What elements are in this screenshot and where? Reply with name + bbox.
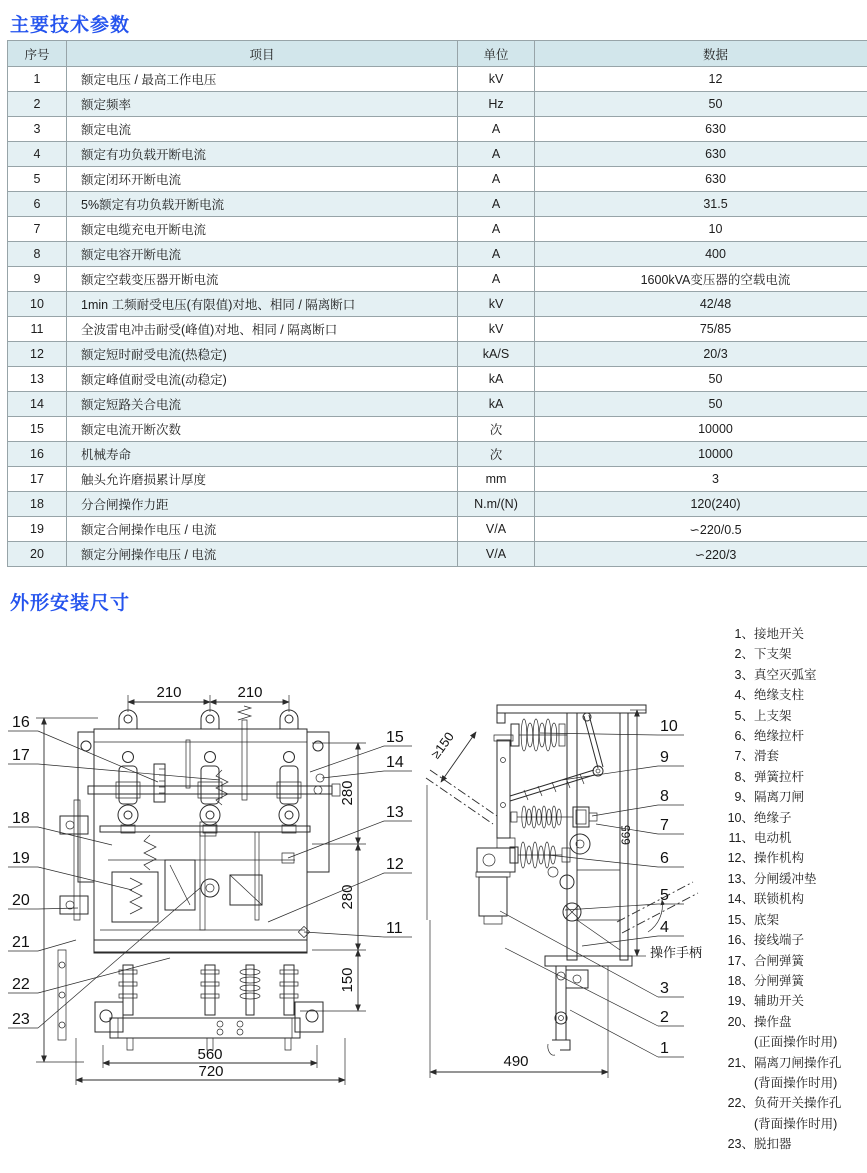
table-cell: 3 [535,467,867,492]
table-cell: 50 [535,92,867,117]
table-row [8,367,867,392]
table-row [8,317,867,342]
table-cell: 额定电流 [67,117,458,142]
table-cell: 19 [8,517,67,542]
legend-item: 23、 脱扣器 [727,1137,792,1152]
legend-item: 11、 电动机 [728,831,792,846]
col-header-data: 数据 [535,41,867,67]
table-row [8,467,867,492]
table-header-row [8,41,867,67]
table-row [8,192,867,217]
legend-list [724,624,866,1155]
table-cell: 额定短路关合电流 [67,392,458,417]
callout-3: 3 [660,980,669,997]
dim-280-upper: 280 [339,780,356,806]
legend-item: 16、 接线端子 [727,933,805,948]
table-row [8,442,867,467]
legend-item: 20、 操作盘 [727,1014,792,1029]
callout-10: 10 [660,718,678,735]
legend-item: 9、 隔离刀闸 [734,790,805,805]
table-cell: V/A [458,542,535,567]
table-cell: 14 [8,392,67,417]
dim-280-lower: 280 [339,884,356,910]
dim-min150-text: ≥150 [427,729,457,762]
callout-6: 6 [660,850,669,867]
side-view [426,705,702,1078]
table-row [8,492,867,517]
table-cell: 20 [8,542,67,567]
table-cell: ∽220/0.5 [535,517,867,542]
base-insulators [119,965,298,1015]
table-cell: 18 [8,492,67,517]
table-cell: 8 [8,242,67,267]
insulator-lower [510,842,570,868]
table-cell: 4 [8,142,67,167]
legend-item-note: (背面操作时用) [754,1075,838,1090]
table-cell: A [458,117,535,142]
callout-13: 13 [386,804,404,821]
front-view [8,684,412,1085]
outline-drawing [0,620,724,1173]
table-cell: 17 [8,467,67,492]
table-cell: 额定电容开断电流 [67,242,458,267]
table-row [8,342,867,367]
table-cell: A [458,192,535,217]
legend-item: 17、 合闸弹簧 [727,953,805,968]
table-cell: mm [458,467,535,492]
motor [476,872,510,924]
pole-columns [118,766,299,833]
table-row [8,167,867,192]
table-cell: 额定闭环开断电流 [67,167,458,192]
terminal-block [154,764,165,802]
table-cell: 12 [535,67,867,92]
table-cell: A [458,142,535,167]
legend-item-note: (正面操作时用) [754,1035,838,1050]
dim-bottom [76,1038,345,1085]
legend-item: 1、 接地开关 [734,627,805,641]
table-header [8,41,867,67]
table-cell: 11 [8,317,67,342]
table-row [8,392,867,417]
table-cell: kA/S [458,342,535,367]
table-cell: 分合闸操作力距 [67,492,458,517]
table-cell: 16 [8,442,67,467]
table-cell: 额定电流开断次数 [67,417,458,442]
dim-150: 150 [339,967,356,993]
table-row [8,92,867,117]
table-cell: 额定频率 [67,92,458,117]
table-cell: kA [458,392,535,417]
table-row [8,242,867,267]
table-row [8,267,867,292]
table-cell: kV [458,317,535,342]
table-row [8,142,867,167]
legend-item: 6、 绝缘拉杆 [734,729,805,744]
table-cell: 机械寿命 [67,442,458,467]
table-cell: 13 [8,367,67,392]
callout-4: 4 [660,919,669,936]
dim-720: 720 [198,1063,224,1080]
table-cell: 次 [458,417,535,442]
legend-item: 12、 操作机构 [727,851,805,866]
callout-22: 22 [12,976,30,993]
legend-item: 10、 绝缘子 [727,810,792,825]
table-cell: 全波雷电冲击耐受(峰值)对地、相同 / 隔离断口 [67,317,458,342]
insulated-rod [510,766,603,801]
legend-item: 18、 分闸弹簧 [727,973,805,988]
legend-item: 13、 分闸缓冲垫 [727,871,817,886]
table-cell: ∽220/3 [535,542,867,567]
table-cell: 5%额定有功负载开断电流 [67,192,458,217]
callout-19: 19 [12,850,30,867]
table-cell: A [458,242,535,267]
callout-18: 18 [12,810,30,827]
legend-item: 14、 联锁机构 [727,892,805,907]
table-cell: 50 [535,367,867,392]
table-cell: 10 [535,217,867,242]
table-row [8,217,867,242]
col-header-index: 序号 [8,41,67,67]
table-cell: 10000 [535,442,867,467]
table-cell: 630 [535,142,867,167]
handle-label: 操作手柄 [650,945,703,960]
table-cell: 9 [8,267,67,292]
table-row [8,67,867,92]
callout-14: 14 [386,754,404,771]
legend-item: 2、 下支架 [734,647,792,662]
dim-210-right: 210 [237,684,263,701]
col-header-unit: 单位 [458,41,535,67]
dim-min150 [428,729,476,782]
table-row [8,542,867,567]
legend-item: 21、 隔离刀闸操作孔 [727,1055,842,1070]
col-header-item: 项目 [67,41,458,67]
callout-21: 21 [12,934,30,951]
table-cell: 10 [8,292,67,317]
legend-item: 15、 底架 [727,912,780,927]
table-cell: A [458,217,535,242]
table-cell: 1 [8,67,67,92]
callout-17: 17 [12,747,30,764]
callout-12: 12 [386,856,404,873]
callout-11: 11 [386,920,403,937]
legend-item: 19、 辅助开关 [727,994,805,1009]
callout-16: 16 [12,714,30,731]
table-cell: 630 [535,117,867,142]
callout-8: 8 [660,788,669,805]
table-cell: 42/48 [535,292,867,317]
table-cell: 10000 [535,417,867,442]
dim-490-text: 490 [503,1053,529,1070]
param-table-body [8,67,867,567]
callout-15: 15 [386,729,404,746]
table-cell: 3 [8,117,67,142]
dim-210 [128,684,289,712]
table-cell: 15 [8,417,67,442]
table-cell: 75/85 [535,317,867,342]
table-cell: 额定合闸操作电压 / 电流 [67,517,458,542]
dim-210-left: 210 [156,684,182,701]
table-cell: N.m/(N) [458,492,535,517]
table-cell: 额定短时耐受电流(热稳定) [67,342,458,367]
legend-item: 3、 真空灭弧室 [734,667,817,682]
table-row [8,517,867,542]
table-cell: 7 [8,217,67,242]
table-cell: 额定电缆充电开断电流 [67,217,458,242]
insulator-top [511,719,567,751]
table-cell: 20/3 [535,342,867,367]
table-cell: A [458,267,535,292]
table-cell: 额定空载变压器开断电流 [67,267,458,292]
table-cell: 1min 工频耐受电压(有限值)对地、相同 / 隔离断口 [67,292,458,317]
legend-item-note: (背面操作时用) [754,1116,838,1131]
legend-item: 22、 负荷开关操作孔 [727,1096,842,1111]
dim-right-chain [300,743,366,1011]
callout-2: 2 [660,1009,669,1026]
section-title-dimensions: 外形安装尺寸 [10,593,131,614]
table-cell: 额定有功负载开断电流 [67,142,458,167]
callout-20: 20 [12,892,30,909]
dim-560: 560 [197,1046,223,1063]
table-cell: 触头允许磨损累计厚度 [67,467,458,492]
table-cell: 630 [535,167,867,192]
dim-665-text: 665 [619,824,633,846]
table-cell: 额定峰值耐受电流(动稳定) [67,367,458,392]
table-cell: 31.5 [535,192,867,217]
callout-7: 7 [660,817,669,834]
table-cell: 1600kVA变压器的空载电流 [535,267,867,292]
callout-23: 23 [12,1011,30,1028]
table-cell: 次 [458,442,535,467]
table-cell: Hz [458,92,535,117]
table-row [8,292,867,317]
table-cell: A [458,167,535,192]
callout-5: 5 [660,887,669,904]
table-cell: kV [458,67,535,92]
legend-item: 7、 滑套 [734,749,780,764]
lifting-lugs [119,710,298,729]
table-cell: 5 [8,167,67,192]
table-row [8,417,867,442]
table-cell: kA [458,367,535,392]
section-title-parameters: 主要技术参数 [10,15,131,36]
legend-item: 8、 弹簧拉杆 [734,769,805,784]
table-cell: 400 [535,242,867,267]
table-row [8,117,867,142]
table-cell: V/A [458,517,535,542]
callout-9: 9 [660,749,669,766]
callout-1: 1 [660,1040,669,1057]
legend-item: 5、 上支架 [734,708,792,723]
table-cell: 120(240) [535,492,867,517]
table-cell: kV [458,292,535,317]
front-callouts-left [8,714,220,1028]
table-cell: 12 [8,342,67,367]
parameters-table [7,40,867,567]
side-callouts [500,718,702,1057]
legend-item: 4、 绝缘支柱 [734,688,805,703]
table-cell: 2 [8,92,67,117]
table-cell: 6 [8,192,67,217]
table-cell: 50 [535,392,867,417]
insulator-middle [511,806,597,828]
earthing-switch [548,966,588,1055]
table-cell: 额定分闸操作电压 / 电流 [67,542,458,567]
dim-490 [430,920,608,1078]
table-cell: 额定电压 / 最高工作电压 [67,67,458,92]
